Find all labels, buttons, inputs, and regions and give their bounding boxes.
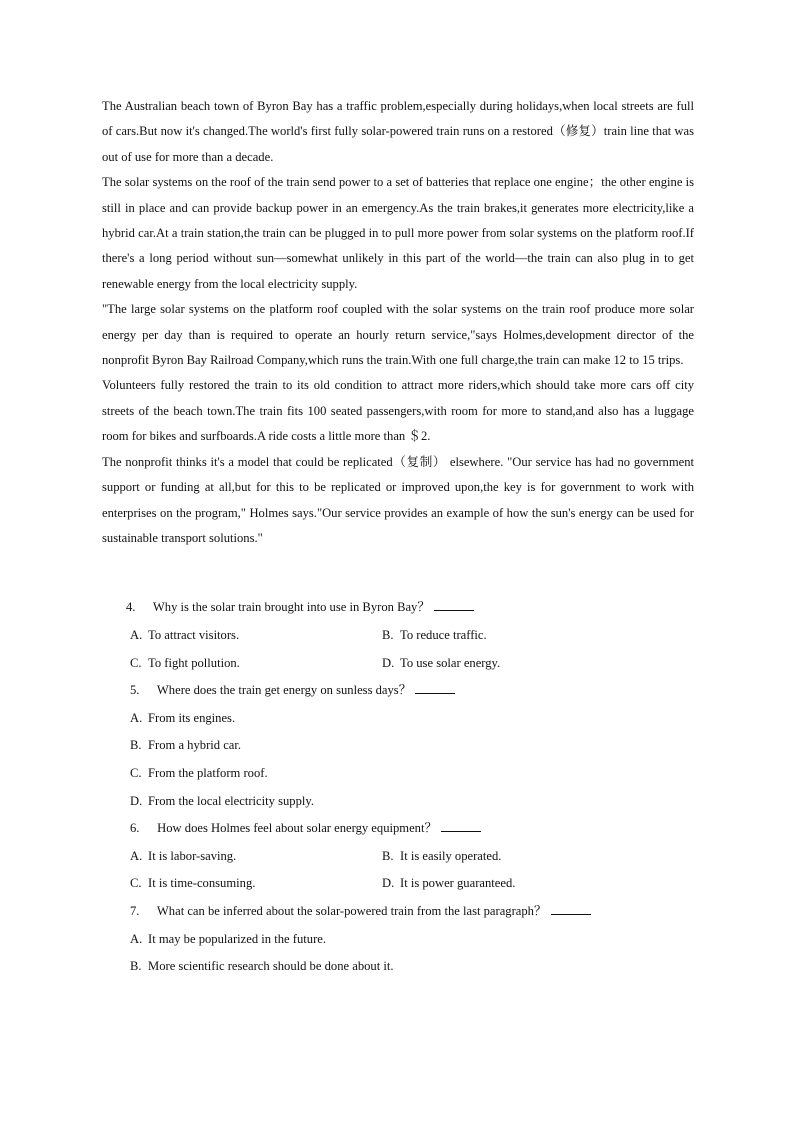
option-letter: C. — [130, 656, 142, 670]
paragraph-3: "The large solar systems on the platform roof coupled with the solar systems on the train roof produce more solar energy per day than is required to operate an hourly return service,"says Holmes,development director of the nonprofit Byron Bay Railroad Company,which runs the train.With one full charge,the train can make 12 to 15 trips. — [102, 302, 694, 368]
option-5d[interactable] — [130, 791, 314, 811]
paragraph-2: The solar systems on the roof of the train send power to a set of batteries that replace one engine；the other engine is still in place and can provide backup power in an emergency.As the train brakes,it generates more electricity,like a hybrid car.At a train station,the train can be plugged in to pull more power from solar systems on the platform roof.If there's a long period without sun—somewhat unlikely in this part of the world—the train can also plug in to get renewable energy from the local electricity supply. — [102, 175, 694, 291]
option-letter: A. — [130, 932, 143, 946]
question-text: Where does the train get energy on sunless days？ — [156, 683, 412, 697]
paragraph-4: Volunteers fully restored the train to its old condition to attract more riders,which should take more cars off city streets of the beach town.The train fits 100 seated passengers,with room for more to stand,and also has a luggage room for bikes and surfboards.A ride costs a little more than ＄2. — [102, 378, 694, 444]
question-number: 4. — [126, 600, 136, 614]
question-text: Why is the solar train brought into use in Byron Bay？ — [152, 600, 430, 614]
option-4a[interactable] — [130, 625, 239, 645]
question-number: 6. — [130, 821, 140, 835]
option-letter: B. — [382, 849, 394, 863]
option-5a[interactable] — [130, 708, 235, 728]
option-text: To fight pollution. — [148, 656, 240, 670]
option-text: It is power guaranteed. — [400, 876, 516, 890]
option-letter: A. — [130, 711, 143, 725]
option-text: It may be popularized in the future. — [148, 932, 326, 946]
answer-blank[interactable] — [441, 819, 481, 832]
option-text: To use solar energy. — [400, 656, 501, 670]
question-5 — [130, 680, 455, 700]
option-text: More scientific research should be done about it. — [148, 959, 394, 973]
option-letter: B. — [130, 738, 142, 752]
option-6c[interactable] — [130, 873, 255, 893]
option-letter: B. — [130, 959, 142, 973]
question-text: What can be inferred about the solar-powered train from the last paragraph？ — [156, 904, 547, 918]
option-letter: C. — [130, 766, 142, 780]
question-6 — [130, 818, 481, 838]
option-text: It is labor-saving. — [148, 849, 237, 863]
option-4c[interactable] — [130, 653, 240, 673]
option-text: From the local electricity supply. — [148, 794, 315, 808]
option-5c[interactable] — [130, 763, 268, 783]
question-number: 5. — [130, 683, 140, 697]
option-text: It is easily operated. — [400, 849, 502, 863]
option-letter: C. — [130, 876, 142, 890]
question-number: 7. — [130, 904, 140, 918]
option-4d[interactable] — [382, 653, 500, 673]
option-7a[interactable] — [130, 929, 326, 949]
option-6b[interactable] — [382, 846, 501, 866]
option-6a[interactable] — [130, 846, 236, 866]
option-text: From its engines. — [148, 711, 236, 725]
option-text: From the platform roof. — [148, 766, 268, 780]
option-letter: A. — [130, 628, 143, 642]
option-letter: A. — [130, 849, 143, 863]
answer-blank[interactable] — [434, 598, 474, 611]
option-7b[interactable] — [130, 956, 394, 976]
question-7 — [130, 901, 591, 921]
option-text: It is time-consuming. — [148, 876, 256, 890]
paragraph-5: The nonprofit thinks it's a model that could be replicated（复制） elsewhere. "Our service has had no government support or funding at all,but for this to be replicated or improved upon,the key is for government to work with enterprises on the program," Holmes says."Our service provides an example of how the sun's energy can be used for sustainable transport solutions." — [102, 454, 694, 545]
answer-blank[interactable] — [551, 902, 591, 915]
question-4 — [126, 597, 474, 617]
option-4b[interactable] — [382, 625, 487, 645]
option-6d[interactable] — [382, 873, 515, 893]
option-text: To attract visitors. — [148, 628, 240, 642]
option-letter: D. — [382, 876, 395, 890]
paragraph-1: The Australian beach town of Byron Bay has a traffic problem,especially during holidays,when local streets are full of cars.But now it's changed.The world's first fully solar-powered train runs on a restored（修复）train line that was out of use for more than a decade. — [102, 99, 694, 164]
option-text: To reduce traffic. — [400, 628, 487, 642]
option-letter: D. — [130, 794, 143, 808]
question-text: How does Holmes feel about solar energy equipment？ — [157, 821, 438, 835]
option-letter: D. — [382, 656, 395, 670]
reading-passage — [102, 94, 694, 551]
answer-blank[interactable] — [415, 681, 455, 694]
option-5b[interactable] — [130, 735, 241, 755]
option-letter: B. — [382, 628, 394, 642]
option-text: From a hybrid car. — [148, 738, 242, 752]
